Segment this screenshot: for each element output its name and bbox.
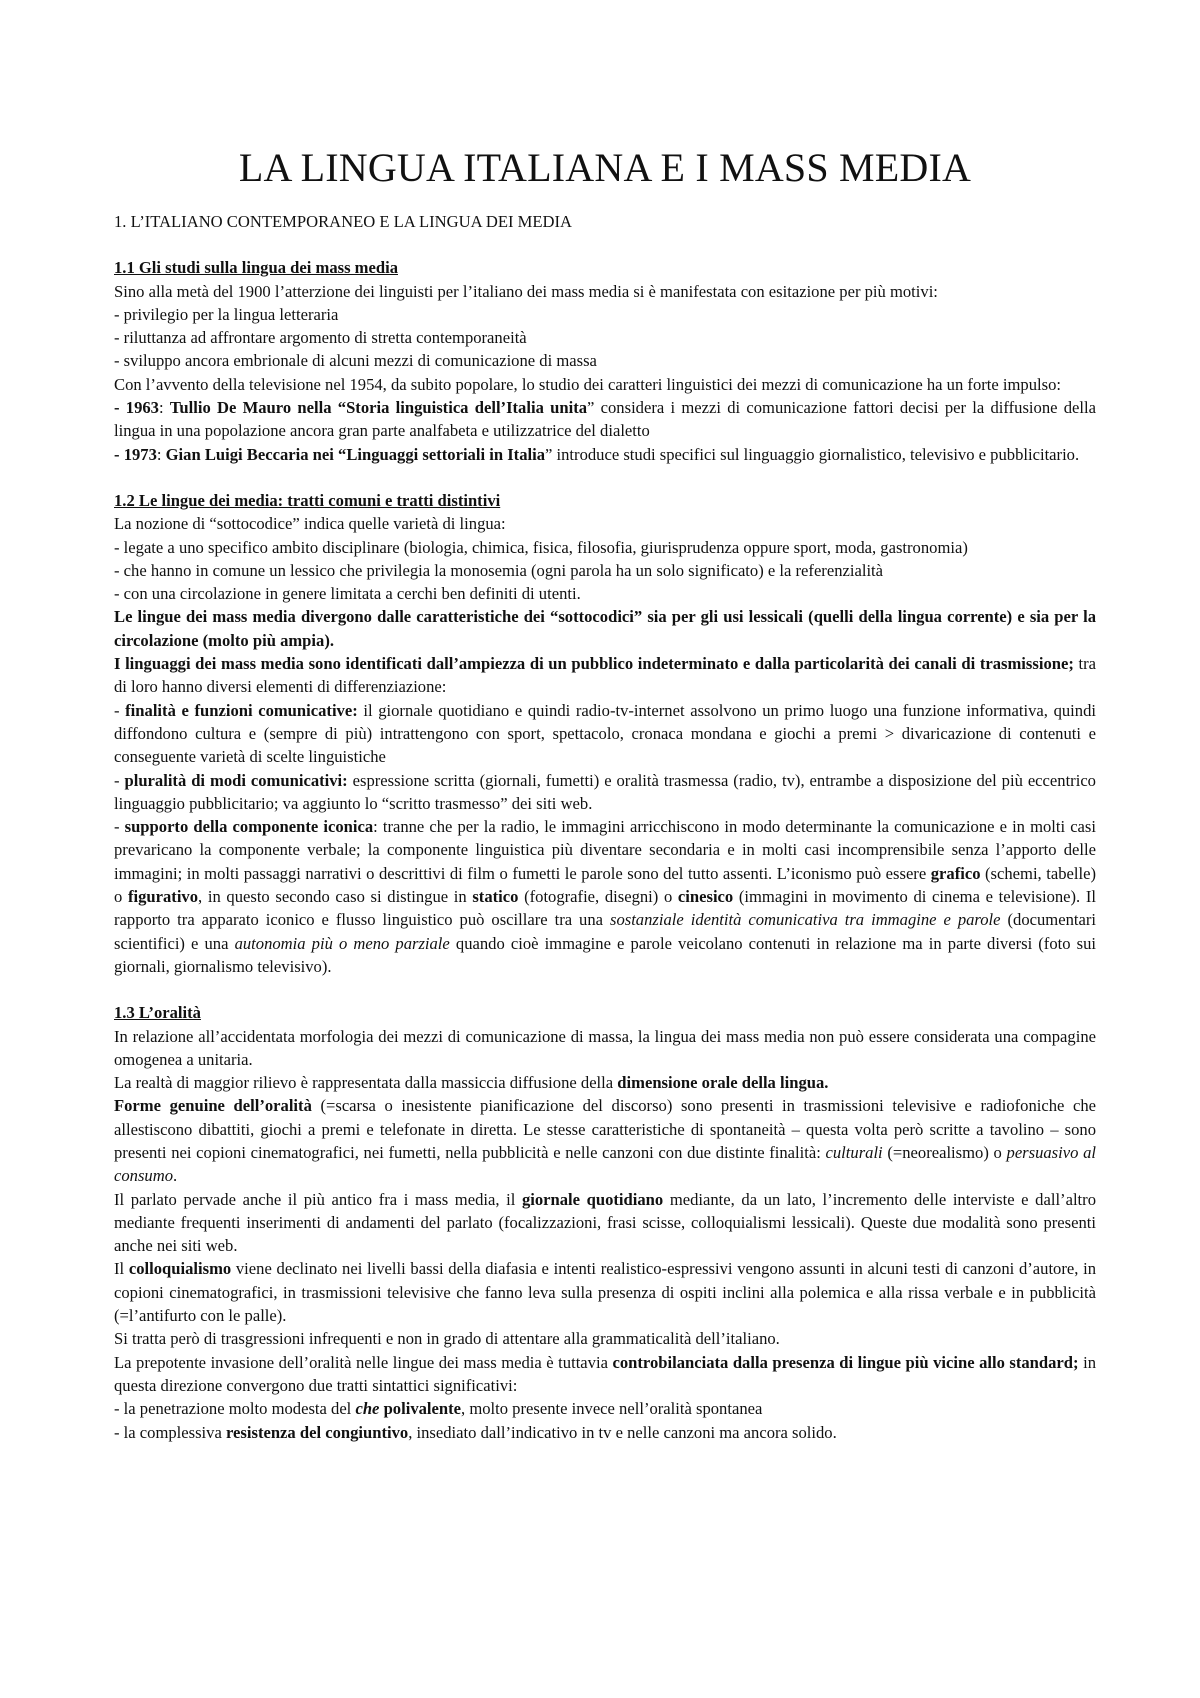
section-title: 1.1 Gli studi sulla lingua dei mass media	[114, 258, 398, 278]
bold-text: Tullio De Mauro nella “Storia linguistica dell’Italia unita	[169, 398, 588, 418]
list-item	[114, 1397, 1096, 1420]
document-title: LA LINGUA ITALIANA E I MASS MEDIA	[238, 145, 972, 190]
italic-text: sostanziale identità comunicativa tra immagine e parole	[609, 910, 1001, 930]
paragraph: In relazione all’accidentata morfologia dei mezzi di comunicazione di massa, la lingua dei mass media non può essere considerata una compagine omogenea a unitaria.	[114, 1026, 1096, 1069]
italic-text: autonomia più o meno parziale	[234, 933, 450, 953]
bold-text: colloquialismo	[128, 1259, 232, 1279]
text: , insediato dall’indicativo in tv e nelle canzoni ma ancora solido.	[408, 1422, 837, 1442]
bold-text: pluralità di modi comunicativi:	[124, 770, 348, 790]
list-item-supporto	[114, 815, 1096, 978]
dash: -	[114, 817, 125, 837]
text: , in questo secondo caso si distingue in	[198, 887, 473, 907]
bold-text: statico	[472, 887, 519, 907]
text: - la penetrazione molto modesta del	[114, 1399, 356, 1419]
paragraph	[114, 1351, 1096, 1398]
section-1-1	[114, 256, 1096, 466]
italic-text: culturali	[825, 1142, 883, 1162]
list-item	[114, 1421, 1096, 1444]
list-item: - con una circolazione in genere limitata a cerchi ben definiti di utenti.	[114, 584, 581, 604]
text: (=neorealismo) o	[882, 1142, 1007, 1162]
bold-text: Gian Luigi Beccaria nei “Linguaggi settoriali in Italia	[165, 444, 546, 464]
text: ” introduce studi specifici sul linguaggio giornalistico, televisivo e pubblicitario.	[545, 444, 1080, 464]
section-1-3	[114, 1001, 1096, 1444]
text: : tranne che per la radio, le immagini arricchiscono in modo determinante la comunicazione e in molti casi prevaricano la componente verbale; la componente linguistica più diventare secondaria e in molti casi incomprensibile senza l’apporto delle immagini; in molti passaggi narrativi o descrittivi di film o fumetti le parole sono del tutto assenti. L’iconismo può essere	[114, 817, 1096, 883]
text: Il	[114, 1259, 129, 1279]
list-item: - privilegio per la lingua letteraria	[114, 304, 339, 324]
text: mediante, da un lato, l’incremento delle interviste e dall’altro mediante frequenti inserimenti di andamenti del parlato (focalizzazioni, frasi scisse, colloquialismi lessicali). Queste due modalità sono presenti anche nei siti web.	[114, 1189, 1096, 1256]
list-item-1973	[114, 443, 1096, 466]
bold-text: controbilanciata dalla presenza di lingue più vicine allo standard;	[612, 1352, 1079, 1372]
bold-italic-text	[355, 1399, 379, 1418]
paragraph	[114, 1094, 1096, 1187]
text: (immagini in movimento di cinema e televisione). Il rapporto tra apparato iconico e flusso linguistico può oscillare tra una	[114, 887, 1096, 930]
text: il giornale quotidiano e quindi radio-tv-internet assolvono un primo luogo una funzione informativa, quindi diffondono cultura e (sempre di più) intrattengono con sport, spettacolo, cronaca mondana e giochi a premi > divaricazione di contenuti e conseguente varietà di scelte linguistiche	[114, 700, 1096, 767]
paragraph: Sino alla metà del 1900 l’atterzione dei linguisti per l’italiano dei mass media si è manifestata con esitazione per più motivi:	[114, 281, 938, 301]
paragraph: La nozione di “sottocodice” indica quelle varietà di lingua:	[114, 514, 506, 534]
document-page	[114, 140, 1096, 1444]
bold-text: finalità e funzioni comunicative:	[125, 700, 358, 720]
dash: -	[114, 770, 125, 790]
dash: -	[114, 444, 124, 464]
bold-text: figurativo	[127, 887, 199, 907]
chapter-heading: 1. L’ITALIANO CONTEMPORANEO E LA LINGUA DEI MEDIA	[114, 212, 573, 231]
text: La prepotente invasione dell’oralità nelle lingue dei mass media è tuttavia	[114, 1352, 613, 1372]
paragraph: Si tratta però di trasgressioni infrequenti e non in grado di attentare alla grammaticalità dell’italiano.	[114, 1329, 780, 1349]
text: viene declinato nei livelli bassi della diafasia e intenti realistico-espressivi vengono assunti in alcuni testi di canzoni d’autore, in copioni cinematografici, in trasmissioni televisive che fanno leva sulla presenza di ospiti inclini alla polemica e alla rissa verbale e in pubblicità (=l’antifurto con le palle).	[114, 1259, 1096, 1326]
bold-text: resistenza del congiuntivo	[225, 1422, 409, 1442]
italic-text: persuasivo al consumo	[114, 1142, 1096, 1186]
text: (fotografie, disegni) o	[518, 887, 678, 907]
text: ” considera i mezzi di comunicazione fattori decisi per la diffusione della lingua in una popolazione ancora gran parte analfabeta e utilizzatrice del dialetto	[114, 398, 1096, 441]
section-title: 1.3 L’oralità	[114, 1003, 201, 1023]
list-item-1963	[114, 396, 1096, 443]
bold-text: I linguaggi dei mass media sono identificati dall’ampiezza di un pubblico indeterminato e dalla particolarità dei canali di trasmissione;	[114, 654, 1074, 674]
bold-text: polivalente	[379, 1399, 462, 1419]
colon: :	[156, 444, 166, 464]
text: .	[173, 1166, 178, 1186]
list-item: - legate a uno specifico ambito disciplinare (biologia, chimica, fisica, filosofia, giurisprudenza oppure sport, moda, gastronomia)	[114, 537, 968, 557]
bold-text: Forme genuine dell’oralità	[114, 1096, 312, 1116]
text: (documentari scientifici) e una	[114, 910, 1096, 953]
list-item: - sviluppo ancora embrionale di alcuni mezzi di comunicazione di massa	[114, 351, 597, 371]
bold-text: grafico	[930, 863, 981, 883]
list-item: - riluttanza ad affrontare argomento di stretta contemporaneità	[114, 328, 527, 348]
list-item-finalita	[114, 699, 1096, 769]
text: , molto presente invece nell’oralità spontanea	[461, 1399, 763, 1419]
text: (=scarsa o inesistente pianificazione del discorso) sono presenti in trasmissioni televisive e radiofoniche che allestiscono dibattiti, giochi a premi e telefonate in diretta. Le stesse caratteristiche di spontaneità – questa volta però scritte a tavolino – sono presenti nei copioni cinematografici, nei fumetti, nella pubblicità e nelle canzoni con due distinte finalità:	[114, 1096, 1097, 1162]
bold-text: cinesico	[677, 887, 734, 907]
text: - la complessiva	[114, 1422, 226, 1442]
bold-text: dimensione orale della lingua.	[617, 1073, 829, 1093]
colon: :	[158, 398, 170, 418]
list-item: - che hanno in comune un lessico che privilegia la monosemia (ogni parola ha un solo significato) e la referenzialità	[114, 560, 884, 580]
paragraph	[114, 1257, 1096, 1327]
paragraph	[114, 1071, 1096, 1094]
section-title: 1.2 Le lingue dei media: tratti comuni e tratti distintivi	[114, 490, 501, 510]
spacer	[114, 466, 1096, 489]
bold-text: giornale quotidiano	[521, 1189, 664, 1209]
italic-text: che	[355, 1399, 380, 1419]
bold-text: supporto della componente iconica	[124, 817, 374, 837]
dash: -	[114, 398, 126, 418]
text: in questa direzione convergono due tratti sintattici significativi:	[114, 1352, 1096, 1395]
text: La realtà di maggior rilievo è rappresentata dalla massiccia diffusione della	[114, 1073, 618, 1093]
text: espressione scritta (giornali, fumetti) e oralità trasmessa (radio, tv), entrambe a disposizione del più eccentrico linguaggio pubblicitario; va aggiunto lo “scritto trasmesso” dei siti web.	[114, 770, 1096, 813]
bold-text: Le lingue dei mass media divergono dalle caratteristiche dei “sottocodici” sia per gli usi lessicali (quelli della lingua corrente) e sia per la circolazione (molto più ampia).	[114, 607, 1096, 650]
text: tra di loro hanno diversi elementi di differenziazione:	[114, 654, 1096, 697]
year: 1963	[125, 398, 159, 418]
text: Il parlato pervade anche il più antico fra i mass media, il	[114, 1189, 522, 1209]
section-1-2	[114, 489, 1096, 978]
paragraph	[114, 652, 1096, 699]
text: quando cioè immagine e parole veicolano contenuti in relazione ma in parte diversi (foto sui giornali, giornalismo televisivo).	[114, 933, 1097, 976]
text: (schemi, tabelle) o	[114, 863, 1096, 907]
paragraph	[114, 1188, 1096, 1258]
dash: -	[114, 700, 126, 720]
list-item-pluralita	[114, 769, 1096, 816]
paragraph: Con l’avvento della televisione nel 1954, da subito popolare, lo studio dei caratteri linguistici dei mezzi di comunicazione ha un forte impulso:	[114, 374, 1061, 394]
bold-paragraph	[114, 605, 1096, 652]
spacer	[114, 978, 1096, 1001]
year: 1973	[123, 444, 157, 464]
